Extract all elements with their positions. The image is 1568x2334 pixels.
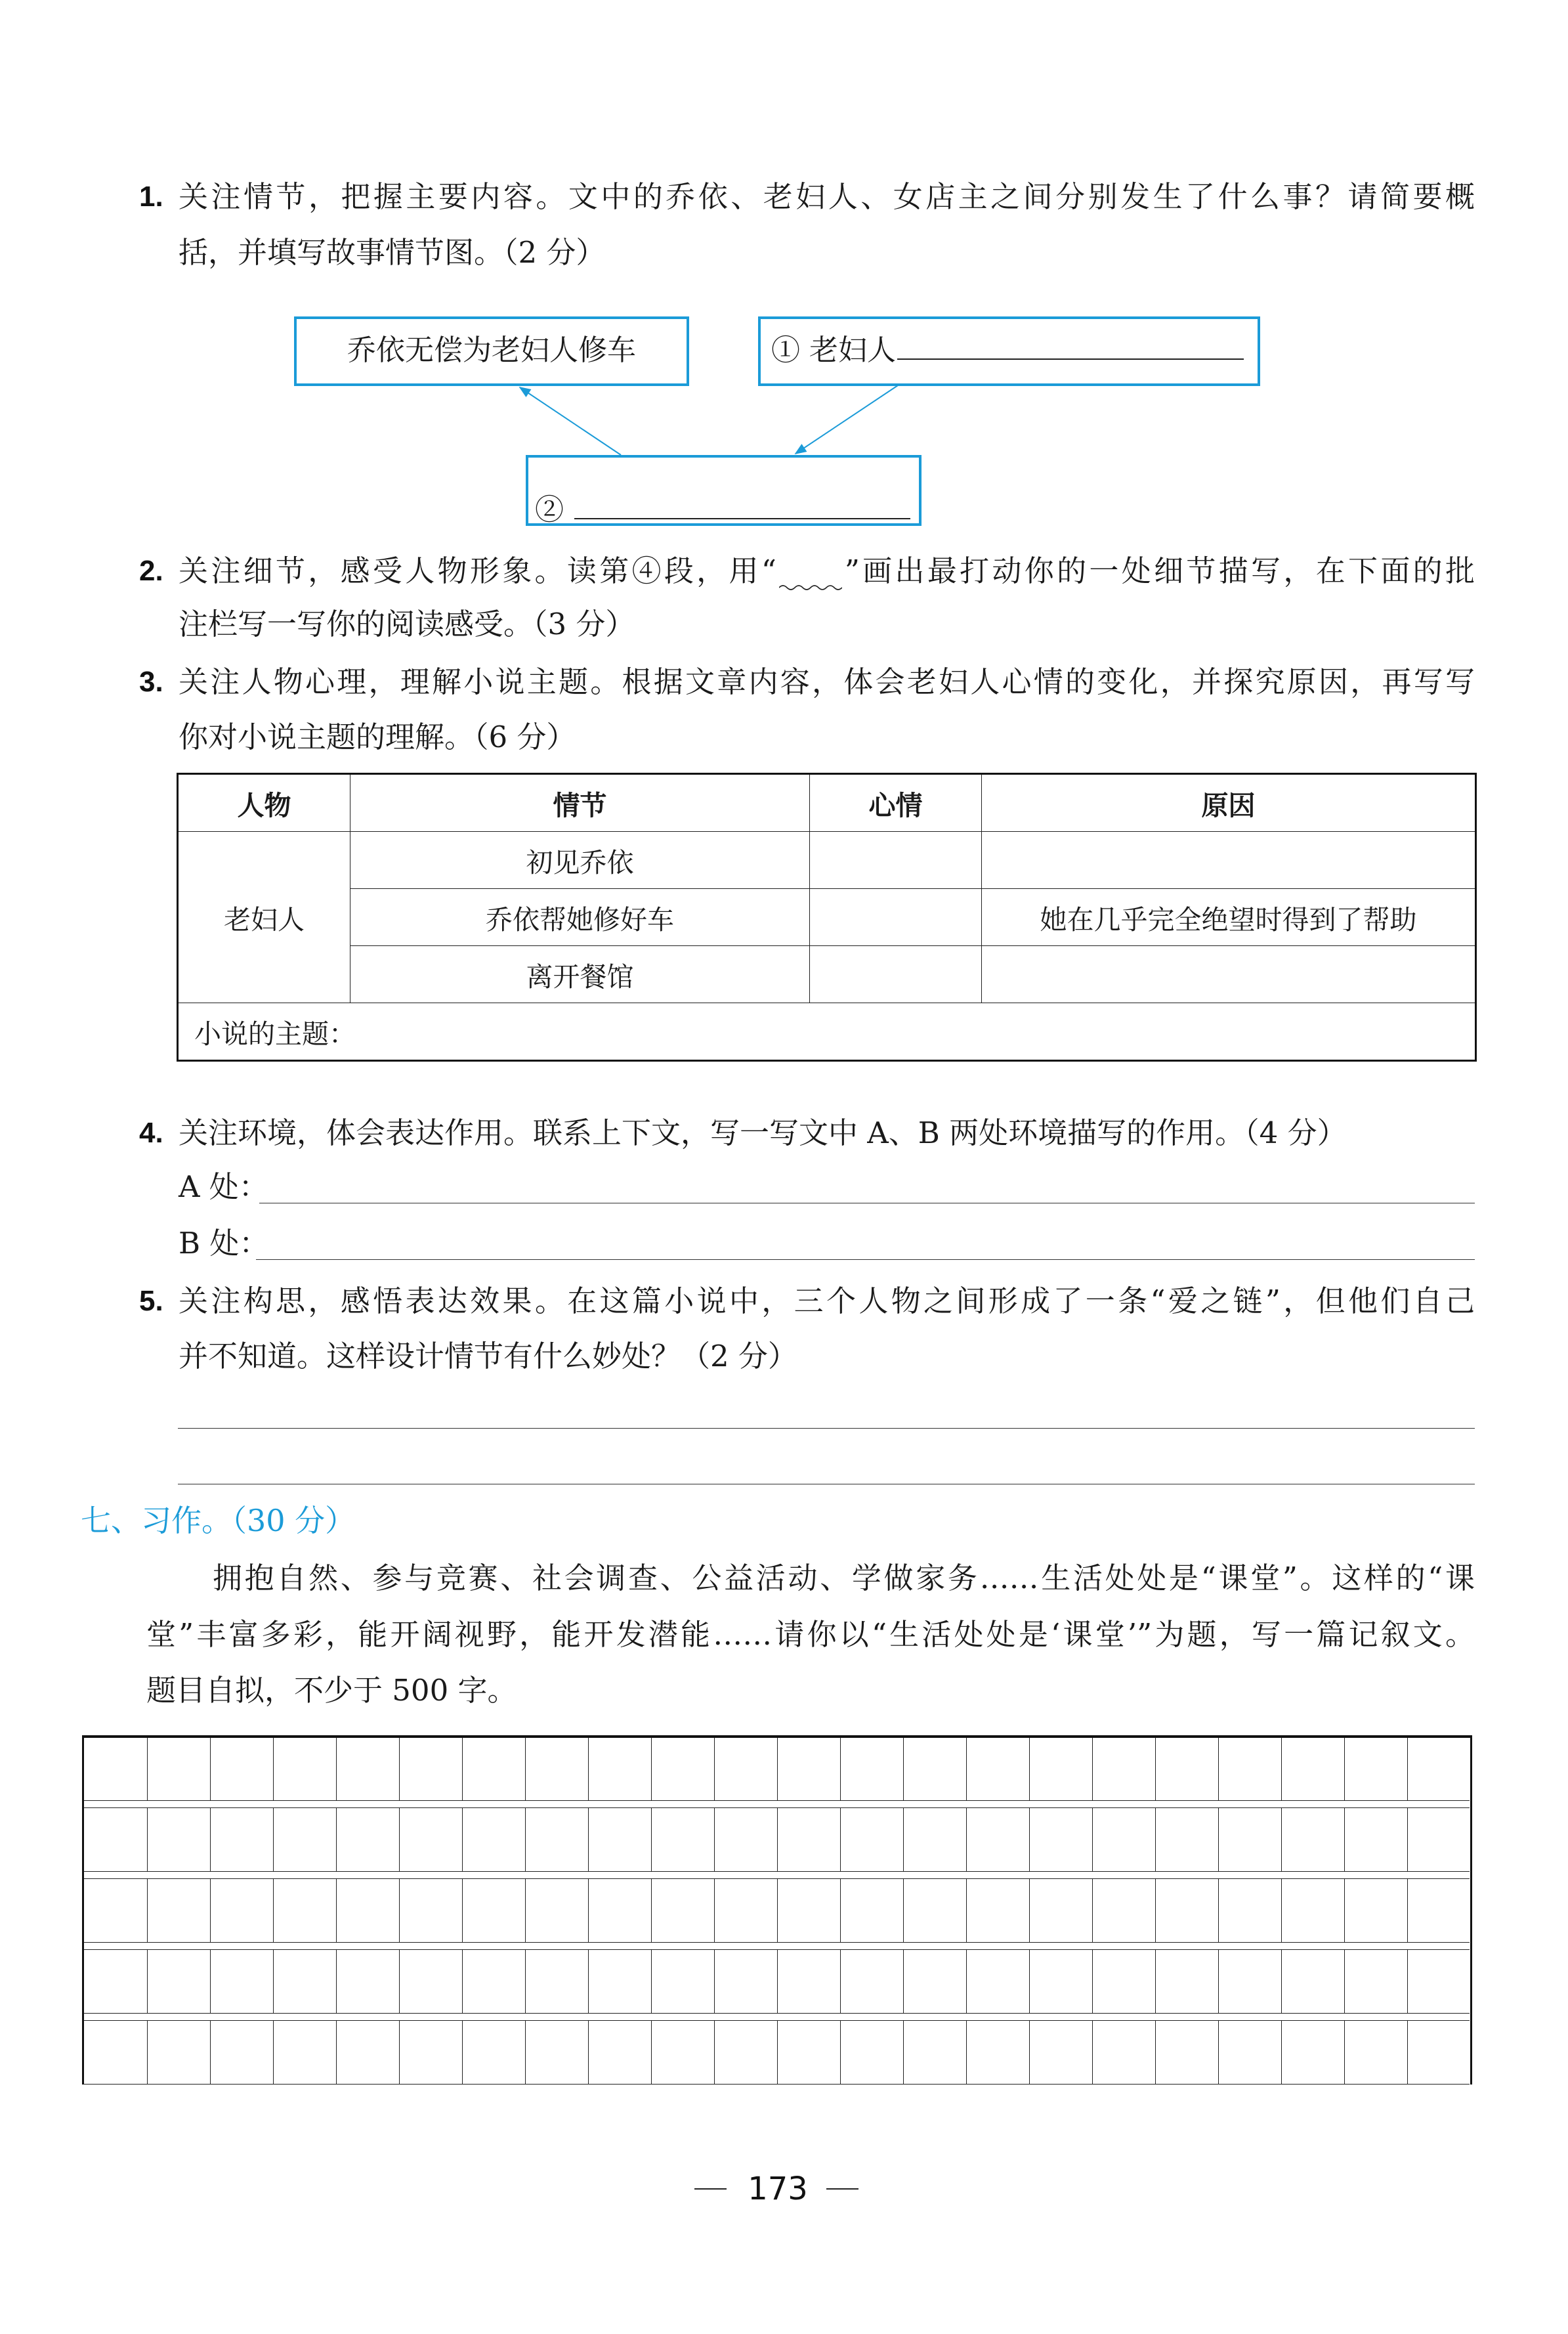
cell-mood	[810, 889, 982, 946]
essay-grid-cell	[336, 2021, 399, 2084]
essay-grid-cell	[1092, 1808, 1155, 1871]
essay-grid-cell	[714, 2021, 777, 2084]
question-1-line-2: 括，并填写故事情节图。（2 分）	[179, 235, 606, 270]
essay-grid-cell	[714, 1808, 777, 1871]
essay-grid-cell	[273, 1950, 336, 2013]
cell-reason	[982, 832, 1476, 889]
cell-plot: 乔依帮她修好车	[350, 889, 810, 946]
answer-5-line-1	[178, 1428, 1475, 1429]
essay-grid-cell	[462, 1879, 525, 1942]
cell-mood	[810, 946, 982, 1003]
question-5-line-2: 并不知道。这样设计情节有什么妙处？（2 分）	[179, 1339, 797, 1373]
page-number-dash-right	[826, 2188, 858, 2190]
essay-grid-cell	[1155, 1950, 1218, 2013]
header-plot: 情节	[350, 774, 810, 832]
essay-grid-cell	[1218, 1738, 1281, 1800]
essay-grid-cell	[273, 1808, 336, 1871]
essay-grid-cell	[399, 1950, 462, 2013]
essay-grid	[82, 1735, 1472, 2085]
essay-grid-cell	[84, 1808, 147, 1871]
essay-grid-cell	[1218, 1879, 1281, 1942]
circled-number-1: ①	[771, 334, 800, 367]
essay-grid-cell	[651, 1808, 714, 1871]
essay-grid-cell	[84, 1738, 147, 1800]
essay-grid-cell	[336, 1738, 399, 1800]
essay-grid-cell	[1092, 2021, 1155, 2084]
essay-grid-cell	[1029, 1950, 1092, 2013]
essay-grid-cell	[336, 1879, 399, 1942]
essay-grid-cell	[966, 1808, 1029, 1871]
wavy-underline-icon	[776, 555, 845, 581]
essay-grid-cell	[1029, 1738, 1092, 1800]
header-mood: 心情	[810, 774, 982, 832]
essay-grid-cell	[1155, 1738, 1218, 1800]
question-1-line-1: 关注情节，把握主要内容。文中的乔依、老妇人、女店主之间分别发生了什么事？请简要概	[179, 179, 1475, 214]
essay-grid-cell	[147, 1950, 210, 2013]
essay-grid-cell	[840, 1879, 903, 1942]
essay-grid-cell	[588, 2021, 651, 2084]
question-3-line-1: 关注人物心理，理解小说主题。根据文章内容，体会老妇人心情的变化，并探究原因，再写写	[179, 664, 1475, 699]
essay-grid-cell	[840, 2021, 903, 2084]
essay-grid-cell	[462, 1738, 525, 1800]
flow-arrows	[289, 309, 1273, 532]
essay-grid-cell	[1407, 1808, 1470, 1871]
essay-grid-cell	[903, 1808, 966, 1871]
essay-grid-cell	[525, 1950, 588, 2013]
essay-grid-cell	[1218, 2021, 1281, 2084]
essay-grid-cell	[777, 1738, 840, 1800]
essay-grid-cell	[1344, 1950, 1407, 2013]
essay-grid-cell	[966, 2021, 1029, 2084]
essay-grid-cell	[840, 1808, 903, 1871]
arrow-box2-to-given	[520, 387, 621, 455]
question-2-line-2: 注栏写一写你的阅读感受。（3 分）	[179, 607, 635, 641]
question-2-text-before: 关注细节，感受人物形象。读第④段，用“	[179, 553, 776, 588]
essay-grid-cell	[525, 1738, 588, 1800]
essay-grid-cell	[1092, 1738, 1155, 1800]
cell-character: 老妇人	[178, 832, 350, 1003]
essay-grid-cell	[84, 2021, 147, 2084]
question-3-number: 3.	[139, 666, 163, 698]
essay-grid-cell	[336, 1950, 399, 2013]
essay-grid-cell	[588, 1738, 651, 1800]
cell-reason: 她在几乎完全绝望时得到了帮助	[982, 889, 1476, 946]
essay-grid-cell	[1029, 1879, 1092, 1942]
essay-grid-cell	[210, 2021, 273, 2084]
essay-grid-row	[84, 1738, 1470, 1801]
question-2-text-after: ”画出最打动你的一处细节描写，在下面的批	[844, 553, 1475, 588]
essay-grid-cell	[1029, 1808, 1092, 1871]
essay-grid-cell	[273, 2021, 336, 2084]
essay-grid-cell	[1344, 2021, 1407, 2084]
essay-grid-cell	[273, 1738, 336, 1800]
essay-grid-cell	[903, 1879, 966, 1942]
essay-grid-row	[84, 1807, 1470, 1872]
question-5-line-1: 关注构思，感悟表达效果。在这篇小说中，三个人物之间形成了一条“爱之链”，但他们自己	[179, 1284, 1475, 1318]
table-theme-row	[178, 1003, 1476, 1061]
table-row	[178, 889, 1476, 946]
essay-grid-cell	[1407, 2021, 1470, 2084]
essay-grid-cell	[210, 1808, 273, 1871]
essay-grid-cell	[966, 1738, 1029, 1800]
essay-grid-cell	[1281, 1808, 1344, 1871]
question-5-number: 5.	[139, 1285, 163, 1317]
essay-grid-cell	[777, 1950, 840, 2013]
essay-grid-cell	[588, 1808, 651, 1871]
essay-grid-cell	[84, 1879, 147, 1942]
essay-grid-cell	[651, 1738, 714, 1800]
question-1-number: 1.	[139, 181, 163, 213]
essay-grid-cell	[903, 1950, 966, 2013]
essay-prompt-line-2: 堂”丰富多彩，能开阔视野，能开发潜能……请你以“生活处处是‘课堂’”为题，写一篇记叙文。	[146, 1617, 1475, 1652]
cell-plot: 离开餐馆	[350, 946, 810, 1003]
essay-grid-cell	[210, 1950, 273, 2013]
essay-grid-cell	[147, 1879, 210, 1942]
question-4-number: 4.	[139, 1117, 163, 1149]
essay-grid-cell	[1218, 1950, 1281, 2013]
question-4-line-1: 关注环境，体会表达作用。联系上下文，写一写文中 A、B 两处环境描写的作用。（4 分）	[179, 1115, 1347, 1150]
essay-grid-cell	[462, 1950, 525, 2013]
cell-plot: 初见乔依	[350, 832, 810, 889]
page-number: 173	[748, 2171, 808, 2207]
essay-grid-cell	[966, 1879, 1029, 1942]
table-row	[178, 946, 1476, 1003]
essay-grid-cell	[1092, 1950, 1155, 2013]
essay-grid-cell	[525, 1879, 588, 1942]
table-row	[178, 832, 1476, 889]
essay-grid-cell	[777, 2021, 840, 2084]
essay-grid-cell	[399, 1738, 462, 1800]
header-reason: 原因	[982, 774, 1476, 832]
essay-grid-cell	[1407, 1738, 1470, 1800]
essay-grid-cell	[1344, 1808, 1407, 1871]
essay-grid-cell	[903, 1738, 966, 1800]
essay-grid-cell	[1218, 1808, 1281, 1871]
essay-grid-cell	[651, 2021, 714, 2084]
essay-grid-cell	[84, 1950, 147, 2013]
essay-grid-cell	[1029, 2021, 1092, 2084]
header-character: 人物	[178, 774, 350, 832]
essay-grid-cell	[1281, 1738, 1344, 1800]
essay-grid-cell	[1407, 1879, 1470, 1942]
question-2-number: 2.	[139, 555, 163, 587]
answer-b-label: B 处：	[179, 1226, 269, 1261]
section-title	[81, 1501, 355, 1540]
essay-grid-cell	[714, 1950, 777, 2013]
essay-grid-cell	[1092, 1879, 1155, 1942]
essay-grid-cell	[399, 2021, 462, 2084]
essay-grid-cell	[651, 1879, 714, 1942]
essay-grid-cell	[777, 1879, 840, 1942]
essay-grid-cell	[1281, 1879, 1344, 1942]
circled-number-2: ②	[535, 493, 564, 527]
essay-grid-cell	[777, 1808, 840, 1871]
page-number-dash-left	[694, 2188, 727, 2190]
section-title-score: （30 分）	[232, 1503, 356, 1538]
cell-reason	[982, 946, 1476, 1003]
answer-b-line	[256, 1259, 1475, 1260]
essay-grid-cell	[399, 1808, 462, 1871]
mood-table	[177, 773, 1477, 1062]
essay-grid-cell	[1155, 1879, 1218, 1942]
cell-mood	[810, 832, 982, 889]
arrow-box1-to-box2	[795, 385, 898, 454]
essay-grid-cell	[1155, 2021, 1218, 2084]
plot-box-given-text: 乔依无偿为老妇人修车	[347, 334, 636, 367]
essay-grid-cell	[399, 1879, 462, 1942]
essay-grid-cell	[714, 1879, 777, 1942]
essay-grid-cell	[147, 1738, 210, 1800]
essay-grid-cell	[966, 1950, 1029, 2013]
essay-grid-cell	[1344, 1738, 1407, 1800]
essay-grid-row	[84, 1949, 1470, 2014]
essay-grid-cell	[1407, 1950, 1470, 2013]
essay-grid-cell	[210, 1738, 273, 1800]
essay-grid-cell	[147, 1808, 210, 1871]
essay-grid-cell	[1155, 1808, 1218, 1871]
essay-grid-cell	[1281, 2021, 1344, 2084]
essay-grid-cell	[840, 1738, 903, 1800]
essay-grid-cell	[588, 1950, 651, 2013]
cell-theme-label: 小说的主题：	[178, 1003, 1476, 1061]
essay-prompt-line-3: 题目自拟，不少于 500 字。	[146, 1673, 517, 1708]
plot-box-1-text: 老妇人	[809, 334, 896, 367]
essay-grid-cell	[462, 1808, 525, 1871]
essay-grid-cell	[525, 2021, 588, 2084]
answer-a-label: A 处：	[179, 1169, 268, 1204]
essay-grid-cell	[525, 1808, 588, 1871]
essay-grid-cell	[840, 1950, 903, 2013]
essay-grid-cell	[210, 1879, 273, 1942]
table-header-row	[178, 774, 1476, 832]
essay-grid-row	[84, 2020, 1470, 2085]
essay-grid-cell	[714, 1738, 777, 1800]
essay-grid-cell	[1281, 1950, 1344, 2013]
essay-grid-cell	[147, 2021, 210, 2084]
question-2-line-1	[179, 551, 1475, 591]
essay-grid-cell	[903, 2021, 966, 2084]
section-title-main: 七、习作。	[81, 1503, 232, 1538]
essay-grid-cell	[273, 1879, 336, 1942]
essay-grid-cell	[1344, 1879, 1407, 1942]
essay-grid-cell	[651, 1950, 714, 2013]
essay-grid-row	[84, 1878, 1470, 1943]
essay-grid-cell	[462, 2021, 525, 2084]
essay-grid-cell	[588, 1879, 651, 1942]
question-3-line-2: 你对小说主题的理解。（6 分）	[179, 720, 576, 754]
essay-grid-cell	[336, 1808, 399, 1871]
essay-prompt-line-1: 拥抱自然、参与竞赛、社会调查、公益活动、学做家务……生活处处是“课堂”。这样的“课	[213, 1561, 1475, 1595]
